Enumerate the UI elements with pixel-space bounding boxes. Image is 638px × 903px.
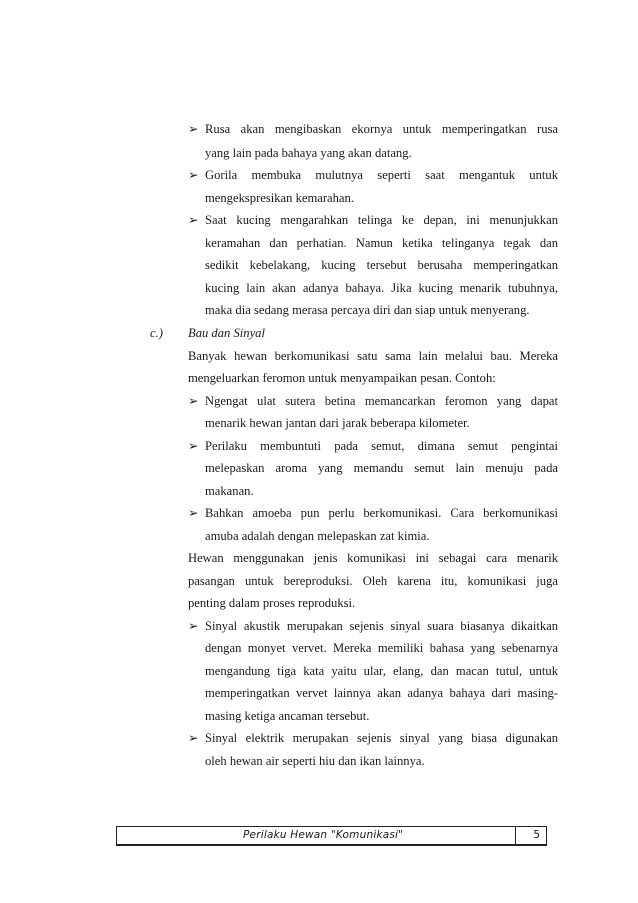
paragraph-line: Banyak hewan berkomunikasi satu sama lain melalui bau. Mereka bbox=[188, 349, 558, 363]
text-line: mengandung tiga kata yaitu ular, elang, dan macan tutul, untuk bbox=[205, 664, 558, 678]
page-footer bbox=[116, 826, 547, 846]
text-line: kucing lain akan adanya bahaya. Jika kucing menarik tubuhnya, bbox=[205, 281, 558, 295]
footer-title: Perilaku Hewan "Komunikasi" bbox=[243, 829, 404, 841]
bullet-arrow-icon: ➢ bbox=[188, 731, 199, 745]
text-line: Ngengat ulat sutera betina memancarkan feromon yang dapat bbox=[205, 394, 558, 408]
text-line: masing ketiga ancaman tersebut. bbox=[205, 709, 370, 723]
bullet-arrow-icon: ➢ bbox=[188, 213, 199, 227]
bullet-arrow-icon: ➢ bbox=[188, 506, 199, 520]
paragraph-line: penting dalam proses reproduksi. bbox=[188, 596, 356, 610]
bullet-arrow-icon: ➢ bbox=[188, 122, 199, 136]
text-line: Bahkan amoeba pun perlu berkomunikasi. Cara berkomunikasi bbox=[205, 506, 558, 520]
text-line: Perilaku membuntuti pada semut, dimana semut pengintai bbox=[205, 439, 558, 453]
text-line: Sinyal elektrik merupakan sejenis sinyal yang biasa digunakan bbox=[205, 731, 558, 745]
text-line: mengekspresikan kemarahan. bbox=[205, 191, 354, 205]
text-line: maka dia sedang merasa percaya diri dan siap untuk menyerang. bbox=[205, 303, 530, 317]
paragraph-line: mengeluarkan feromon untuk menyampaikan pesan. Contoh: bbox=[188, 371, 496, 385]
paragraph-line: pasangan untuk bereproduksi. Oleh karena itu, komunikasi juga bbox=[188, 574, 558, 588]
text-line: Gorila membuka mulutnya seperti saat mengantuk untuk bbox=[205, 168, 558, 182]
section-marker: c.) bbox=[150, 326, 163, 340]
text-line: oleh hewan air seperti hiu dan ikan lainnya. bbox=[205, 754, 425, 768]
text-line: keramahan dan perhatian. Namun ketika telinganya tegak dan bbox=[205, 236, 558, 250]
text-line: Sinyal akustik merupakan sejenis sinyal suara biasanya dikaitkan bbox=[205, 619, 558, 633]
bullet-arrow-icon: ➢ bbox=[188, 394, 199, 408]
footer-divider bbox=[515, 827, 516, 844]
page-number: 5 bbox=[533, 829, 540, 841]
bullet-arrow-icon: ➢ bbox=[188, 168, 199, 182]
text-line: makanan. bbox=[205, 484, 254, 498]
text-line: Saat kucing mengarahkan telinga ke depan, ini menunjukkan bbox=[205, 213, 558, 227]
bullet-arrow-icon: ➢ bbox=[188, 619, 199, 633]
text-line: dengan monyet vervet. Mereka memiliki bahasa yang sebenarnya bbox=[205, 641, 558, 655]
text-line: sedikit kebelakang, kucing tersebut berusaha memperingatkan bbox=[205, 258, 558, 272]
paragraph-line: Hewan menggunakan jenis komunikasi ini sebagai cara menarik bbox=[188, 551, 558, 565]
section-heading: Bau dan Sinyal bbox=[188, 326, 265, 340]
text-line: amuba adalah dengan melepaskan zat kimia. bbox=[205, 529, 430, 543]
text-line: menarik hewan jantan dari jarak beberapa kilometer. bbox=[205, 416, 470, 430]
text-line: memperingatkan vervet lainnya akan adanya bahaya dari masing- bbox=[205, 686, 558, 700]
text-line: melepaskan aroma yang memandu semut lain menuju pada bbox=[205, 461, 558, 475]
text-line: yang lain pada bahaya yang akan datang. bbox=[205, 146, 412, 160]
text-line: Rusa akan mengibaskan ekornya untuk memperingatkan rusa bbox=[205, 122, 558, 136]
bullet-arrow-icon: ➢ bbox=[188, 439, 199, 453]
